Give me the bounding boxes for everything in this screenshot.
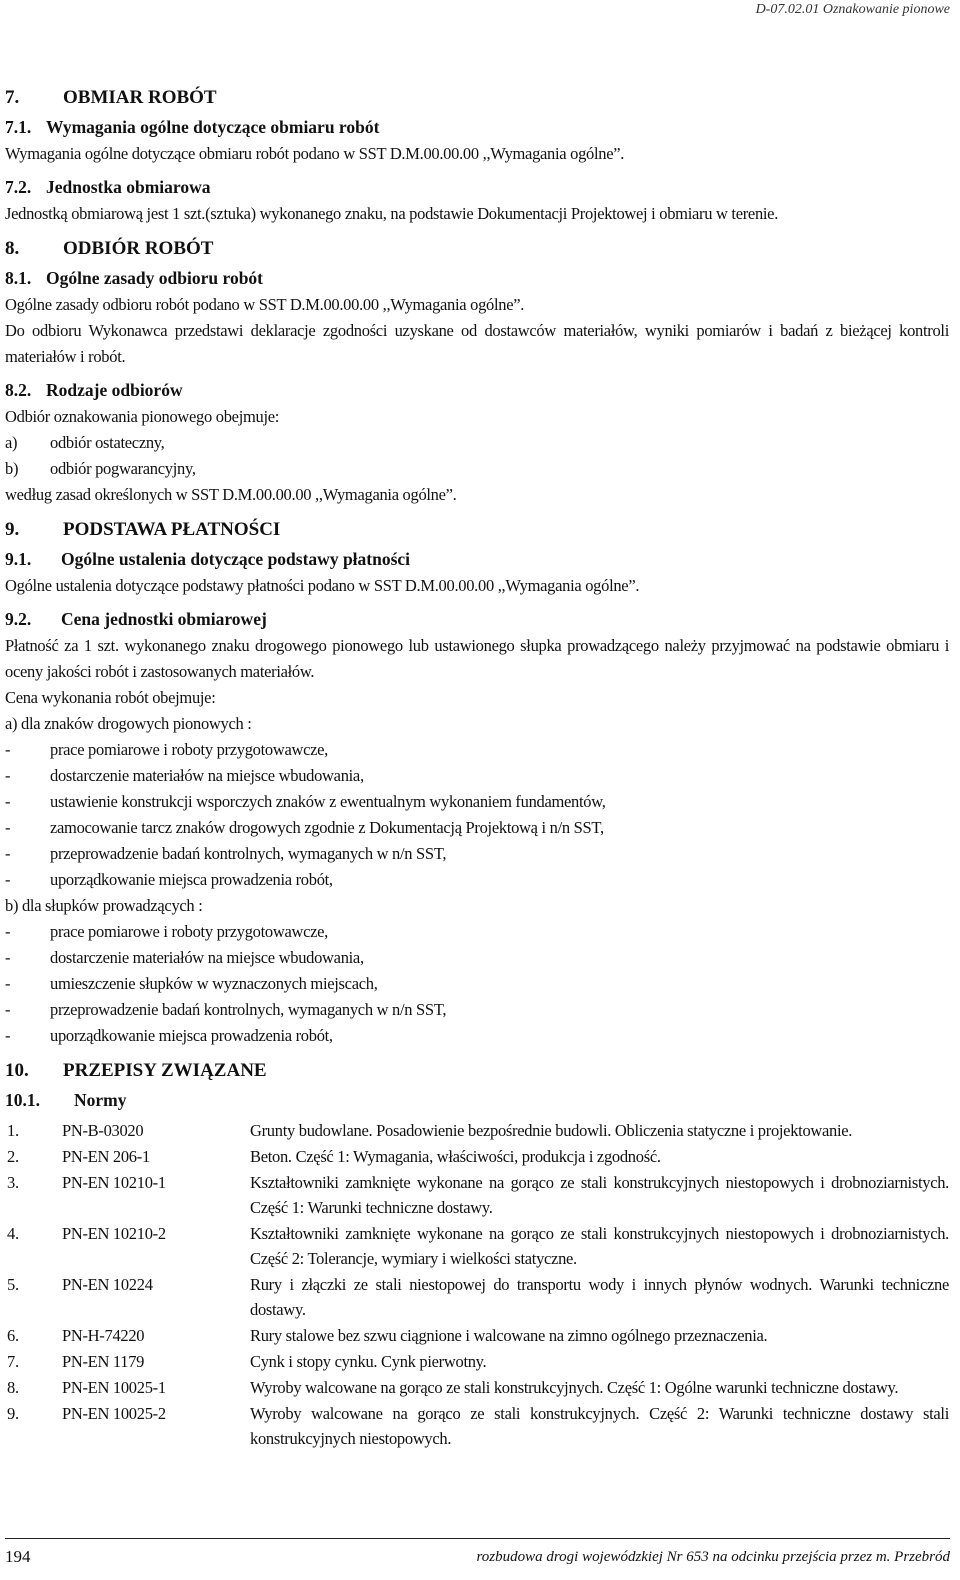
norm-row	[5, 1323, 949, 1348]
norm-description: Kształtowniki zamknięte wykonane na gorąco ze stali konstrukcyjnych niestopowych i drobnoziarnistych. Część 1: Warunki techniczne dostawy.	[250, 1173, 949, 1217]
list-dash: -	[5, 740, 11, 759]
list-item	[5, 737, 949, 763]
norm-description: Kształtowniki zamknięte wykonane na gorąco ze stali konstrukcyjnych niestopowych i drobnoziarnistych. Część 2: Tolerancje, wymiary i wielkości statyczne.	[250, 1224, 949, 1268]
section-7-1-text: Wymagania ogólne dotyczące obmiaru robót podano w SST D.M.00.00.00 ,,Wymagania ogólne”.	[5, 144, 625, 163]
list-dash: -	[5, 766, 11, 785]
norm-row	[5, 1401, 949, 1451]
section-10-heading: 10. PRZEPISY ZWIĄZANE	[5, 1059, 267, 1081]
norm-code: PN-EN 10210-1	[62, 1173, 166, 1192]
list-b-label: b) dla słupków prowadzących :	[5, 896, 203, 915]
norm-number: 4.	[7, 1224, 19, 1243]
list-item	[5, 919, 949, 945]
norm-description: Rury i złączki ze stali niestopowej do transportu wody i innych płynów wodnych. Warunki techniczne dostawy.	[250, 1275, 949, 1319]
norm-number: 5.	[7, 1275, 19, 1294]
list-item-text: dostarczenie materiałów na miejsce wbudowania,	[50, 948, 364, 967]
section-9-heading: 9. PODSTAWA PŁATNOŚCI	[5, 518, 281, 540]
footer-divider	[5, 1538, 950, 1539]
list-a-label: a) dla znaków drogowych pionowych :	[5, 714, 252, 733]
norm-code: PN-EN 10210-2	[62, 1224, 166, 1243]
list-dash: -	[5, 974, 11, 993]
section-8-1-text-1: Ogólne zasady odbioru robót podano w SST D.M.00.00.00 ,,Wymagania ogólne”.	[5, 295, 525, 314]
section-9-1-text: Ogólne ustalenia dotyczące podstawy płatności podano w SST D.M.00.00.00 ,,Wymagania ogólne”.	[5, 576, 640, 595]
footer-title: rozbudowa drogi wojewódzkiej Nr 653 na odcinku przejścia przez m. Przebród	[476, 1549, 950, 1565]
section-8-2-outro: według zasad określonych w SST D.M.00.00.00 ,,Wymagania ogólne”.	[5, 485, 457, 504]
document-body	[5, 82, 949, 1452]
section-8-2-intro: Odbiór oznakowania pionowego obejmuje:	[5, 407, 280, 426]
section-7-heading: 7. OBMIAR ROBÓT	[5, 86, 217, 108]
norm-code: PN-EN 1179	[62, 1352, 145, 1371]
norm-code: PN-EN 10025-1	[62, 1378, 166, 1397]
norm-number: 1.	[7, 1121, 19, 1140]
running-header: D-07.02.01 Oznakowanie pionowe	[755, 2, 950, 17]
norm-description: Wyroby walcowane na gorąco ze stali konstrukcyjnych. Część 1: Ogólne warunki techniczne dostawy.	[250, 1378, 899, 1397]
norm-code: PN-EN 10025-2	[62, 1404, 166, 1423]
norm-description: Grunty budowlane. Posadowienie bezpośrednie budowli. Obliczenia statyczne i projektowanie.	[250, 1121, 853, 1140]
page-number: 194	[5, 1547, 31, 1566]
list-item-text: umieszczenie słupków w wyznaczonych miejscach,	[50, 974, 378, 993]
norm-row	[5, 1349, 949, 1374]
section-8-1-heading: 8.1. Ogólne zasady odbioru robót	[5, 267, 263, 288]
list-dash: -	[5, 870, 11, 889]
list-item-text: zamocowanie tarcz znaków drogowych zgodnie z Dokumentacją Projektową i n/n SST,	[50, 818, 604, 837]
list-item-text: przeprowadzenie badań kontrolnych, wymaganych w n/n SST,	[50, 1000, 447, 1019]
section-9-2-heading: 9.2. Cena jednostki obmiarowej	[5, 608, 267, 629]
norm-number: 8.	[7, 1378, 19, 1397]
list-item	[5, 789, 949, 815]
list-item-text: prace pomiarowe i roboty przygotowawcze,	[50, 922, 329, 941]
section-9-1-heading: 9.1. Ogólne ustalenia dotyczące podstawy płatności	[5, 548, 411, 569]
list-item-text: uporządkowanie miejsca prowadzenia robót,	[50, 1026, 333, 1045]
list-item-text: dostarczenie materiałów na miejsce wbudowania,	[50, 766, 364, 785]
norm-description: Rury stalowe bez szwu ciągnione i walcowane na zimno ogólnego przeznaczenia.	[250, 1326, 768, 1345]
list-item	[5, 971, 949, 997]
section-7-2-heading: 7.2. Jednostka obmiarowa	[5, 176, 211, 197]
list-dash: -	[5, 818, 11, 837]
list-a	[5, 737, 949, 893]
norm-number: 9.	[7, 1404, 19, 1423]
norm-description: Wyroby walcowane na gorąco ze stali konstrukcyjnych. Część 2: Warunki techniczne dostawy stali konstrukcyjnych niestopowych.	[250, 1404, 949, 1448]
norm-row	[5, 1118, 949, 1143]
section-7-2-text: Jednostką obmiarową jest 1 szt.(sztuka) wykonanego znaku, na podstawie Dokumentacji Projektowej i obmiaru w terenie.	[5, 204, 779, 223]
norm-number: 7.	[7, 1352, 19, 1371]
list-item	[5, 763, 949, 789]
norm-code: PN-EN 10224	[62, 1275, 153, 1294]
list-dash: -	[5, 922, 11, 941]
norm-row	[5, 1375, 949, 1400]
list-item	[5, 1023, 949, 1049]
section-9-2-intro: Cena wykonania robót obejmuje:	[5, 688, 216, 707]
list-item-text: prace pomiarowe i roboty przygotowawcze,	[50, 740, 329, 759]
section-8-heading: 8. ODBIÓR ROBÓT	[5, 237, 214, 259]
norms-list	[5, 1118, 949, 1451]
norm-code: PN-EN 206-1	[62, 1147, 150, 1166]
list-dash: -	[5, 792, 11, 811]
norm-description: Beton. Część 1: Wymagania, właściwości, produkcja i zgodność.	[250, 1147, 661, 1166]
list-item	[5, 945, 949, 971]
list-item	[5, 997, 949, 1023]
norm-row	[5, 1170, 949, 1220]
norm-row	[5, 1221, 949, 1271]
norm-row	[5, 1272, 949, 1322]
list-item	[5, 841, 949, 867]
list-dash: -	[5, 844, 11, 863]
section-9-2-text: Płatność za 1 szt. wykonanego znaku drogowego pionowego lub ustawionego słupka prowadzącego należy przyjmować na podstawie obmiaru i oceny jakości robót i zastosowanych materiałów.	[5, 636, 949, 681]
list-dash: -	[5, 1026, 11, 1045]
list-item-text: uporządkowanie miejsca prowadzenia robót,	[50, 870, 333, 889]
list-dash: -	[5, 1000, 11, 1019]
list-item	[5, 815, 949, 841]
norm-number: 2.	[7, 1147, 19, 1166]
norm-number: 3.	[7, 1173, 19, 1192]
norm-description: Cynk i stopy cynku. Cynk pierwotny.	[250, 1352, 487, 1371]
norm-code: PN-B-03020	[62, 1121, 144, 1140]
section-7-1-heading: 7.1. Wymagania ogólne dotyczące obmiaru robót	[5, 116, 380, 137]
list-dash: -	[5, 948, 11, 967]
norm-number: 6.	[7, 1326, 19, 1345]
norm-code: PN-H-74220	[62, 1326, 145, 1345]
norm-row	[5, 1144, 949, 1169]
section-10-1-heading: 10.1. Normy	[5, 1089, 127, 1110]
list-item: a) odbiór ostateczny,	[5, 433, 165, 452]
list-item-text: przeprowadzenie badań kontrolnych, wymaganych w n/n SST,	[50, 844, 447, 863]
section-8-1-text-2: Do odbioru Wykonawca przedstawi deklaracje zgodności uzyskane od dostawców materiałów, wyniki pomiarów i badań z bieżącej kontroli materiałów i robót.	[5, 321, 949, 366]
list-item	[5, 867, 949, 893]
list-b	[5, 919, 949, 1049]
section-8-2-heading: 8.2. Rodzaje odbiorów	[5, 379, 183, 400]
list-item: b) odbiór pogwarancyjny,	[5, 459, 196, 478]
list-item-text: ustawienie konstrukcji wsporczych znaków z ewentualnym wykonaniem fundamentów,	[50, 792, 606, 811]
